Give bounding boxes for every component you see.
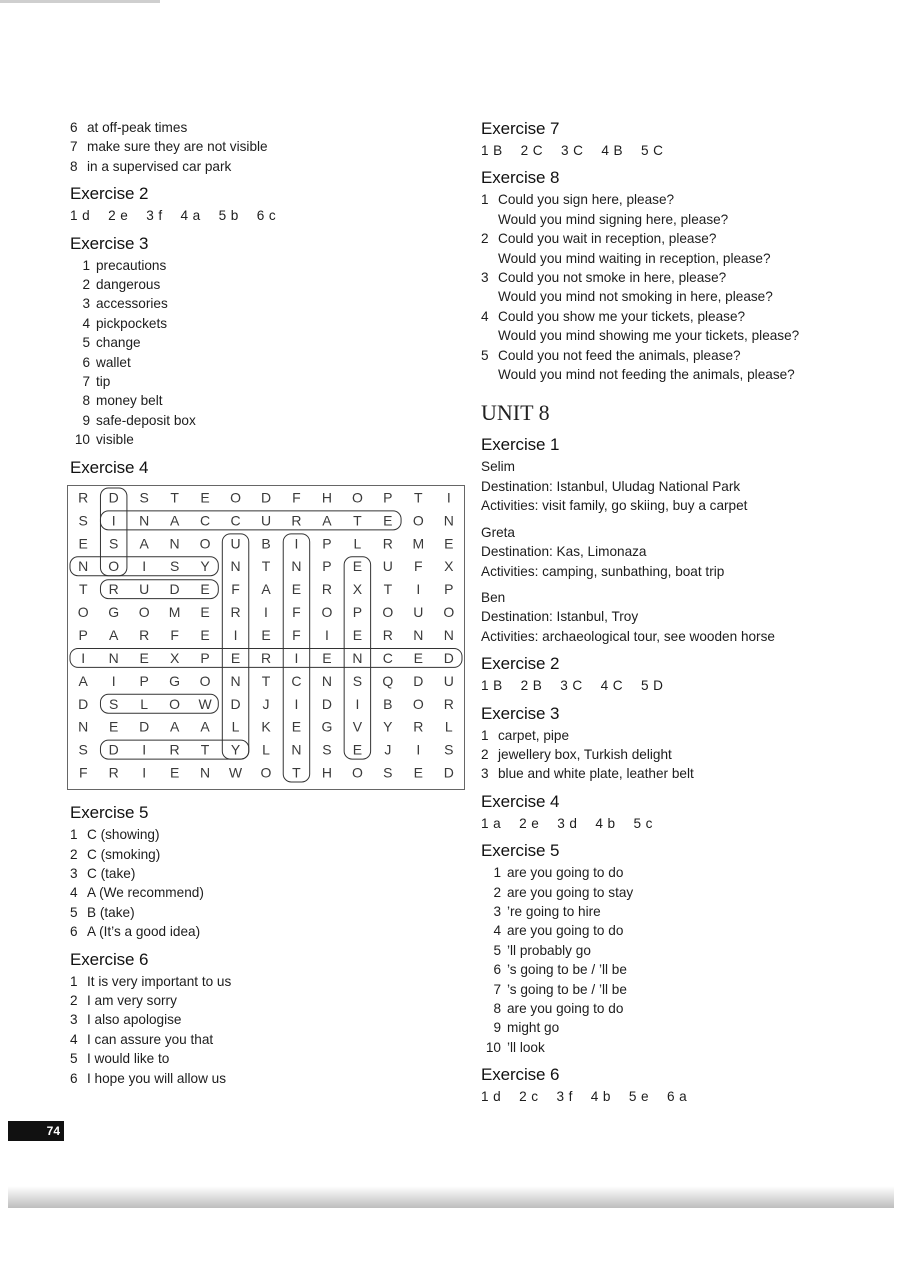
unit8-exercise-2-answers: 1 B 2 B 3 C 4 C 5 D [481, 678, 664, 694]
list-item: 4 A (We recommend) [70, 885, 204, 901]
unit-title: UNIT 8 [481, 400, 550, 426]
list-item: 9 safe-deposit box [82, 412, 196, 428]
grid-letter: N [443, 512, 454, 529]
grid-letter: I [142, 741, 147, 758]
grid-letter: R [78, 489, 89, 506]
grid-letter: X [169, 649, 180, 666]
list-item: 7 tip [82, 374, 111, 390]
grid-letter: I [111, 672, 116, 689]
grid-letter: R [139, 626, 150, 643]
list-item: 2 Could you wait in reception, please? Would you mind waiting in reception, please? [481, 231, 771, 266]
list-item: 5 I would like to [70, 1051, 170, 1067]
list-item: 3 blue and white plate, leather belt [481, 766, 694, 782]
exercise-8-list [481, 190, 881, 384]
unit8-exercise-2-heading: Exercise 2 [481, 654, 560, 674]
unit8-exercise-3-heading: Exercise 3 [481, 703, 560, 723]
list-item: 2 C (smoking) [70, 846, 161, 862]
grid-letter: B [383, 695, 393, 712]
grid-letter: N [230, 672, 241, 689]
grid-letter: N [291, 741, 302, 758]
grid-letter: U [382, 557, 393, 574]
grid-letter: C [200, 512, 211, 529]
grid-letter: R [413, 718, 424, 735]
grid-letter: E [322, 649, 332, 666]
word-search-svg [68, 486, 464, 784]
grid-letter: X [444, 557, 454, 574]
grid-letter: V [352, 718, 363, 735]
grid-letter: N [139, 512, 150, 529]
grid-letter: U [139, 580, 150, 597]
grid-letter: D [230, 695, 241, 712]
grid-letter: I [416, 580, 421, 597]
grid-letter: O [412, 512, 424, 529]
grid-letter: P [383, 489, 393, 506]
grid-letter: U [413, 603, 424, 620]
grid-letter: E [169, 764, 180, 781]
grid-letter: S [139, 489, 149, 506]
list-item: 7 make sure they are not visible [70, 139, 268, 155]
grid-letter: N [291, 557, 302, 574]
grid-letter: R [230, 603, 241, 620]
list-item: 6 at off-peak times [70, 120, 188, 135]
grid-letter: T [261, 672, 271, 689]
grid-letter: I [294, 649, 299, 666]
grid-letter: P [444, 580, 454, 597]
grid-letter: O [443, 603, 455, 620]
exercise-6-heading: Exercise 6 [70, 949, 149, 969]
grid-letter: R [291, 512, 302, 529]
grid-letter: D [108, 741, 119, 758]
list-item: 5 Could you not feed the animals, please? Would you mind not feeding the animals, please? [481, 347, 795, 383]
unit8-exercise-4-answers: 1 a 2 e 3 d 4 b 5 c [481, 815, 653, 831]
grid-letter: Y [200, 557, 210, 574]
grid-letter: O [138, 603, 150, 620]
grid-letter: Y [383, 718, 393, 735]
grid-letter: F [231, 580, 240, 597]
grid-letter: D [443, 764, 454, 781]
grid-letter: E [352, 626, 363, 643]
grid-letter: E [230, 649, 241, 666]
grid-letter: P [200, 649, 210, 666]
grid-letter: E [383, 512, 393, 529]
grid-letter: S [78, 741, 88, 758]
grid-letter: E [291, 580, 302, 597]
list-item: 1 precautions [82, 257, 167, 273]
unit8-exercise-3-list [481, 726, 881, 784]
grid-letter: N [78, 557, 89, 574]
grid-letter: D [78, 695, 89, 712]
grid-letter: F [78, 764, 88, 781]
grid-letter: L [353, 534, 362, 551]
grid-letter: N [413, 626, 424, 643]
grid-letter: S [352, 672, 363, 689]
grid-letter: I [446, 489, 451, 506]
exercise-5-list [70, 825, 460, 941]
grid-letter: N [352, 649, 363, 666]
grid-letter: I [142, 557, 147, 574]
person-block: Ben Destination: Istanbul, Troy Activities: archaeological tour, see wooden horse [481, 589, 775, 644]
grid-letter: N [321, 672, 332, 689]
grid-letter: C [382, 649, 393, 666]
grid-letter: D [139, 718, 150, 735]
grid-letter: T [200, 741, 210, 758]
grid-letter: P [139, 672, 149, 689]
left-column [70, 118, 460, 1088]
grid-letter: A [109, 626, 119, 643]
grid-letter: M [412, 534, 425, 551]
grid-letter: I [294, 534, 299, 551]
grid-letter: A [169, 718, 180, 735]
grid-letter: R [260, 649, 272, 666]
grid-letter: S [109, 534, 119, 551]
unit8-exercise-5-heading: Exercise 5 [481, 841, 560, 861]
grid-letter: I [355, 695, 360, 712]
grid-letter: S [78, 512, 88, 529]
list-item: 5 change [82, 335, 141, 351]
grid-letter: L [140, 695, 149, 712]
grid-letter: I [416, 741, 421, 758]
person-block: Selim Destination: Istanbul, Uludag National Park Activities: visit family, go skiing, buy a carpet [481, 459, 748, 514]
grid-letter: O [382, 603, 394, 620]
grid-letter: E [139, 649, 149, 666]
grid-letter: O [230, 489, 241, 506]
intro-list [70, 118, 460, 176]
grid-letter: I [233, 626, 238, 643]
grid-letter: P [322, 534, 332, 551]
grid-letter: E [352, 557, 363, 574]
grid-letter: D [260, 489, 272, 506]
exercise-2-heading: Exercise 2 [70, 184, 149, 204]
list-item: 8 in a supervised car park [70, 158, 232, 174]
grid-letter: F [292, 603, 301, 620]
grid-letter: U [230, 534, 241, 551]
list-item: 4 Could you show me your tickets, please? Would you mind showing me your tickets, please? [481, 308, 800, 344]
list-item: 5 B (take) [70, 904, 135, 920]
page-bottom-shadow [8, 1186, 894, 1208]
grid-letter: L [262, 741, 270, 758]
page-top-edge [0, 0, 160, 3]
grid-letter: S [444, 741, 454, 758]
unit8-exercise-1-body [481, 457, 881, 646]
grid-letter: E [200, 489, 210, 506]
grid-letter: S [322, 741, 332, 758]
grid-letter: K [261, 718, 271, 735]
grid-letter: P [322, 557, 332, 574]
grid-letter: N [443, 626, 454, 643]
grid-letter: D [169, 580, 180, 597]
exercise-7-heading: Exercise 7 [481, 119, 560, 138]
grid-letter: E [413, 764, 423, 781]
exercise-3-heading: Exercise 3 [70, 233, 149, 253]
list-item: 4 pickpockets [82, 315, 168, 331]
unit8-exercise-5-list [481, 863, 881, 1057]
list-item: 8 money belt [82, 393, 163, 409]
grid-letter: R [382, 626, 393, 643]
exercise-4-heading: Exercise 4 [70, 457, 149, 477]
grid-letter: E [200, 626, 210, 643]
grid-letter: T [292, 764, 301, 781]
list-item: 2 I am very sorry [70, 992, 177, 1008]
grid-letter: O [77, 603, 89, 620]
grid-letter: S [109, 695, 119, 712]
right-column [481, 118, 881, 1107]
grid-letter: N [200, 764, 211, 781]
grid-letter: N [78, 718, 89, 735]
list-item: 9 might go [493, 1020, 560, 1036]
grid-letter: E [200, 580, 210, 597]
grid-letter: F [292, 626, 301, 643]
list-item: 1 C (showing) [70, 827, 160, 843]
list-item: 1 are you going to do [493, 865, 624, 881]
grid-letter: D [443, 649, 454, 666]
exercise-6-list [70, 972, 460, 1088]
list-item: 2 dangerous [82, 277, 161, 293]
list-item: 6 I hope you will allow us [70, 1070, 227, 1086]
grid-letter: G [108, 603, 120, 620]
grid-letter: P [78, 626, 88, 643]
grid-letter: U [443, 672, 454, 689]
grid-letter: G [169, 672, 181, 689]
grid-letter: A [261, 580, 271, 597]
grid-letter: T [383, 580, 393, 597]
grid-letter: R [108, 580, 119, 597]
grid-letter: N [230, 557, 241, 574]
grid-letter: G [321, 718, 333, 735]
grid-letter: T [78, 580, 88, 597]
grid-letter: Y [230, 741, 241, 758]
grid-letter: E [352, 741, 363, 758]
list-item: 8 are you going to do [493, 1001, 624, 1016]
grid-letter: R [382, 534, 393, 551]
list-item: 1 Could you sign here, please? Would you mind signing here, please? [481, 192, 729, 227]
exercise-2-answers: 1 d 2 e 3 f 4 a 5 b 6 c [70, 208, 277, 224]
grid-letter: O [351, 764, 363, 781]
list-item: 3 accessories [82, 296, 168, 312]
grid-letter: J [262, 695, 270, 712]
list-item: 6 ’s going to be / ’ll be [493, 962, 627, 978]
list-item: 3 ’re going to hire [493, 903, 601, 919]
grid-letter: D [108, 489, 119, 506]
grid-letter: F [414, 557, 423, 574]
grid-letter: T [414, 489, 423, 506]
grid-letter: M [168, 603, 181, 620]
grid-letter: L [444, 718, 453, 735]
grid-letter: I [264, 603, 268, 620]
list-item: 4 are you going to do [493, 923, 624, 939]
grid-letter: H [321, 764, 332, 781]
grid-letter: D [321, 695, 332, 712]
grid-letter: I [111, 512, 116, 529]
person-block: Greta Destination: Kas, Limonaza Activities: camping, sunbathing, boat trip [481, 524, 725, 579]
grid-letter: E [78, 534, 88, 551]
grid-letter: N [169, 534, 180, 551]
exercise-5-heading: Exercise 5 [70, 803, 149, 823]
exercise-3-list [70, 256, 460, 450]
page-number: 74 [8, 1121, 64, 1141]
grid-letter: O [169, 695, 181, 712]
grid-letter: O [108, 557, 120, 574]
grid-letter: I [142, 764, 147, 781]
list-item: 10 visible [74, 432, 134, 448]
grid-letter: F [170, 626, 179, 643]
grid-letter: A [322, 512, 332, 529]
unit8-exercise-1-heading: Exercise 1 [481, 435, 560, 455]
grid-letter: O [199, 672, 211, 689]
grid-letter: O [351, 489, 363, 506]
list-item: 10 ’ll look [485, 1039, 545, 1055]
grid-letter: A [169, 512, 180, 529]
grid-letter: A [200, 718, 210, 735]
grid-letter: W [198, 695, 212, 712]
grid-letter: A [139, 534, 149, 551]
grid-letter: N [108, 649, 119, 666]
grid-letter: X [352, 580, 363, 597]
grid-letter: R [169, 741, 180, 758]
grid-letter: E [109, 718, 119, 735]
grid-letter: O [199, 534, 211, 551]
list-item: 5 ’ll probably go [493, 942, 591, 958]
list-item: 1 It is very important to us [70, 973, 232, 989]
list-item: 3 C (take) [70, 865, 136, 881]
grid-letter: O [321, 603, 333, 620]
grid-letter: R [443, 695, 454, 712]
grid-letter: U [260, 512, 272, 529]
list-item: 4 I can assure you that [70, 1031, 214, 1047]
grid-letter: O [260, 764, 272, 781]
grid-letter: H [321, 489, 332, 506]
list-item: 7 ’s going to be / ’ll be [493, 981, 627, 997]
grid-letter: I [81, 649, 86, 666]
grid-letter: I [294, 695, 299, 712]
list-item: 2 jewellery box, Turkish delight [481, 746, 672, 762]
list-item: 6 wallet [82, 354, 131, 370]
grid-letter: T [170, 489, 179, 506]
grid-letter: F [292, 489, 301, 506]
list-item: 2 are you going to stay [493, 884, 634, 900]
grid-letter: Q [382, 672, 394, 689]
grid-letter: E [413, 649, 423, 666]
list-item: 1 carpet, pipe [481, 727, 570, 743]
unit8-exercise-6-heading: Exercise 6 [481, 1065, 560, 1085]
grid-letter: C [291, 672, 302, 689]
grid-letter: B [261, 534, 271, 551]
grid-letter: P [352, 603, 363, 620]
grid-letter: E [200, 603, 210, 620]
grid-letter: A [78, 672, 88, 689]
list-item: 3 I also apologise [70, 1012, 182, 1028]
grid-letter: T [261, 557, 271, 574]
grid-letter: R [108, 764, 119, 781]
exercise-7-answers: 1 B 2 C 3 C 4 B 5 C [481, 143, 664, 158]
list-item: 6 A (It’s a good idea) [70, 924, 201, 940]
grid-letter: L [231, 718, 240, 735]
grid-letter: R [321, 580, 332, 597]
grid-letter: O [412, 695, 424, 712]
grid-letter: C [230, 512, 241, 529]
grid-letter: T [353, 512, 362, 529]
word-search-grid [67, 485, 465, 790]
unit8-exercise-4-heading: Exercise 4 [481, 791, 560, 811]
grid-letter: E [291, 718, 302, 735]
grid-letter: D [413, 672, 424, 689]
list-item: 3 Could you not smoke in here, please? Would you mind not smoking in here, please? [481, 270, 773, 305]
grid-letter: S [169, 557, 180, 574]
grid-letter: J [384, 741, 392, 758]
grid-letter: E [444, 534, 454, 551]
grid-letter: S [383, 764, 393, 781]
grid-letter: W [228, 764, 243, 781]
grid-letter: E [261, 626, 271, 643]
unit8-exercise-6-answers: 1 d 2 c 3 f 4 b 5 e 6 a [481, 1089, 688, 1105]
grid-letter: I [324, 626, 329, 643]
exercise-8-heading: Exercise 8 [481, 168, 560, 188]
